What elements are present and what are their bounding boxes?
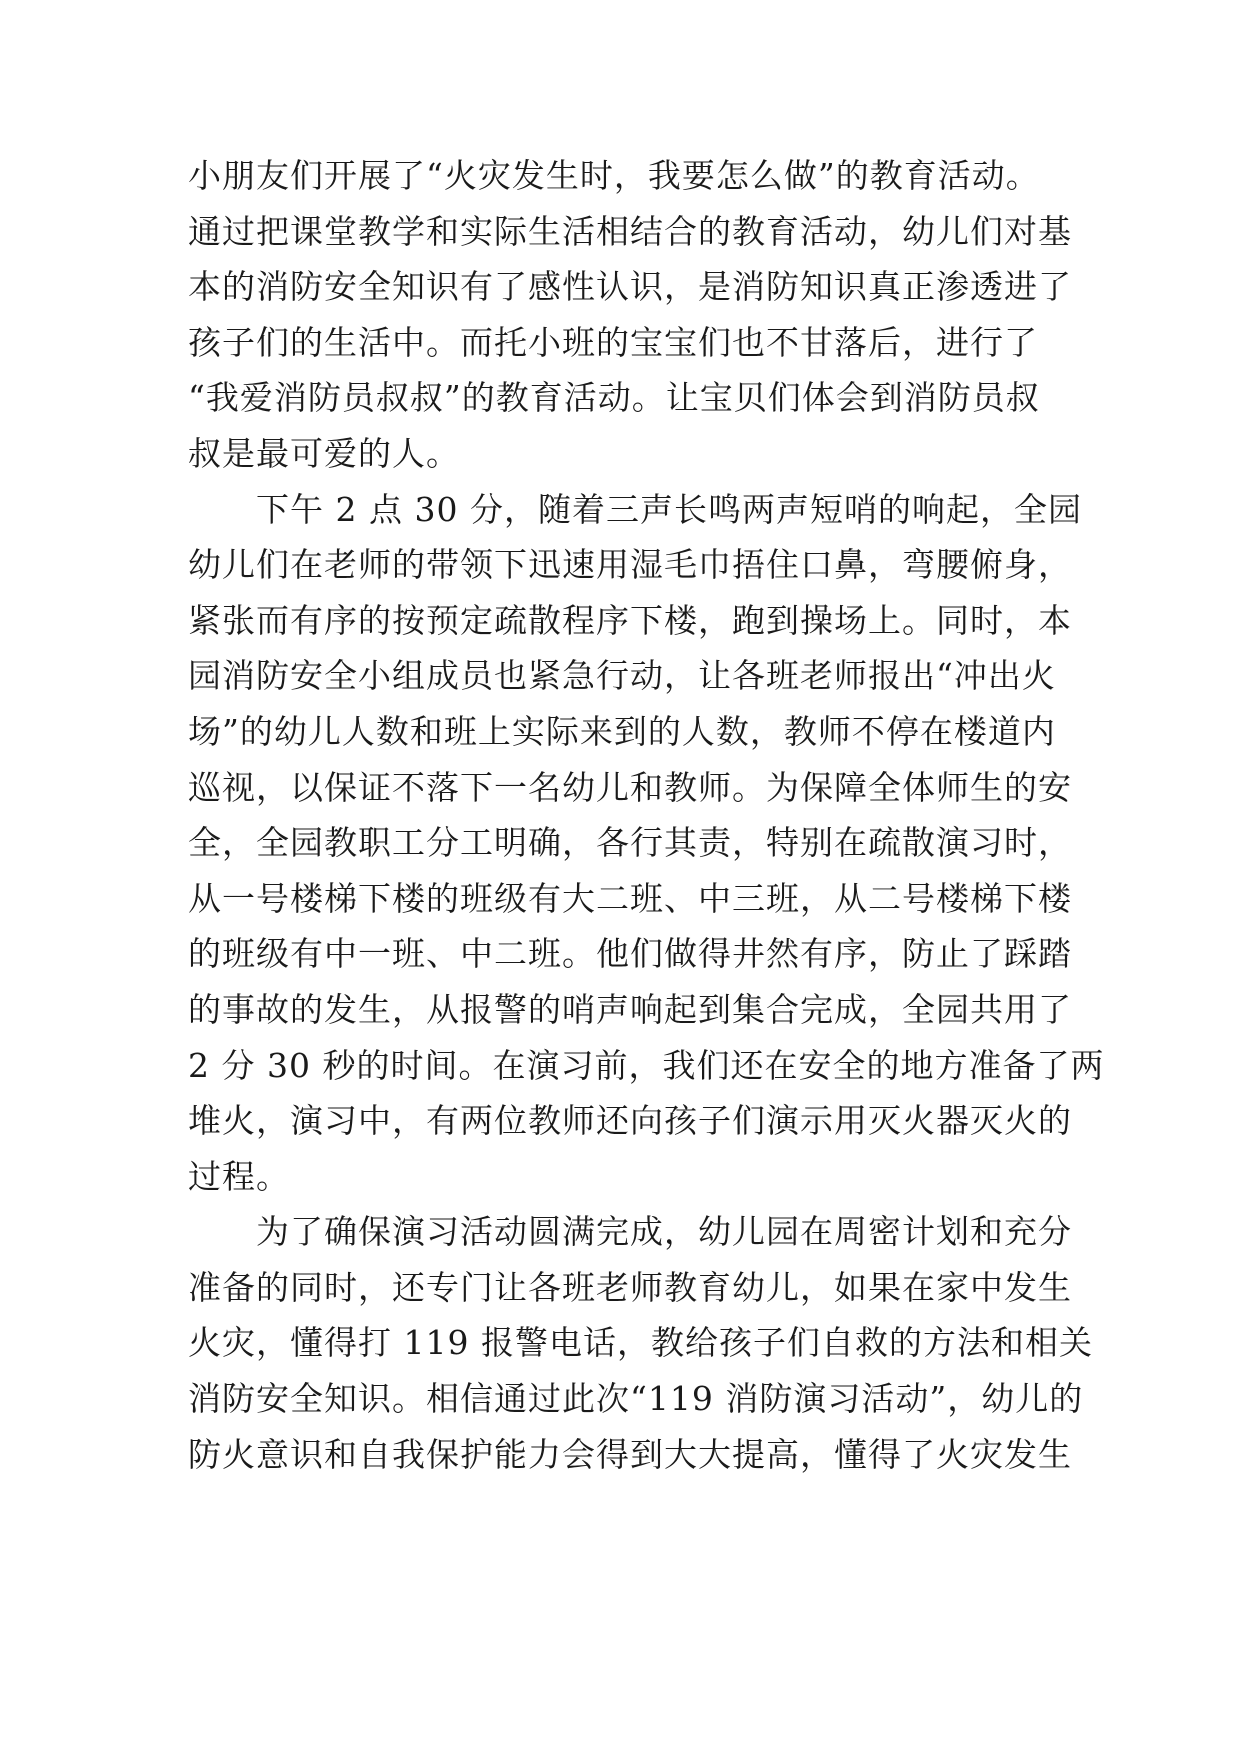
text-line: 过程。 [188,1156,290,1196]
text-line: 从一号楼梯下楼的班级有大二班、中三班，从二号楼梯下楼 [188,878,1072,918]
text-line: 园消防安全小组成员也紧急行动，让各班老师报出“冲出火 [188,656,1056,696]
text-line: 小朋友们开展了“火灾发生时，我要怎么做”的教育活动。 [188,156,1040,195]
text-line: 场”的幼儿人数和班上实际来到的人数，教师不停在楼道内 [188,711,1056,751]
text-line: 2 分 30 秒的时间。在演习前，我们还在安全的地方准备了两 [188,1045,1105,1085]
text-line: 防火意识和自我保护能力会得到大大提高，懂得了火灾发生 [188,1434,1072,1474]
text-line: 下午 2 点 30 分，随着三声长鸣两声短哨的响起，全园 [188,489,1082,529]
text-line: 巡视，以保证不落下一名幼儿和教师。为保障全体师生的安 [188,767,1072,807]
text-line: 为了确保演习活动圆满完成，幼儿园在周密计划和充分 [188,1212,1072,1252]
text-line: 叔是最可爱的人。 [188,433,460,473]
text-line: 的班级有中一班、中二班。他们做得井然有序，防止了踩踏 [188,934,1072,974]
text-line: 幼儿们在老师的带领下迅速用湿毛巾捂住口鼻，弯腰俯身， [188,545,1072,585]
text-line: 本的消防安全知识有了感性认识，是消防知识真正渗透进了 [188,267,1072,307]
text-line: “我爱消防员叔叔”的教育活动。让宝贝们体会到消防员叔 [188,378,1040,418]
text-line: 全，全园教职工分工明确，各行其责，特别在疏散演习时， [188,823,1072,863]
text-line: 通过把课堂教学和实际生活相结合的教育活动，幼儿们对基 [188,211,1072,251]
text-line: 孩子们的生活中。而托小班的宝宝们也不甘落后，进行了 [188,322,1038,362]
text-line: 堆火，演习中，有两位教师还向孩子们演示用灭火器灭火的 [188,1101,1072,1141]
text-line: 紧张而有序的按预定疏散程序下楼，跑到操场上。同时，本 [188,600,1072,640]
text-line: 准备的同时，还专门让各班老师教育幼儿，如果在家中发生 [188,1267,1072,1307]
text-line: 消防安全知识。相信通过此次“119 消防演习活动”，幼儿的 [188,1379,1084,1419]
text-line: 的事故的发生，从报警的哨声响起到集合完成，全园共用了 [188,989,1072,1029]
text-line: 火灾，懂得打 119 报警电话，教给孩子们自救的方法和相关 [188,1323,1093,1363]
body-text [188,148,1105,1482]
